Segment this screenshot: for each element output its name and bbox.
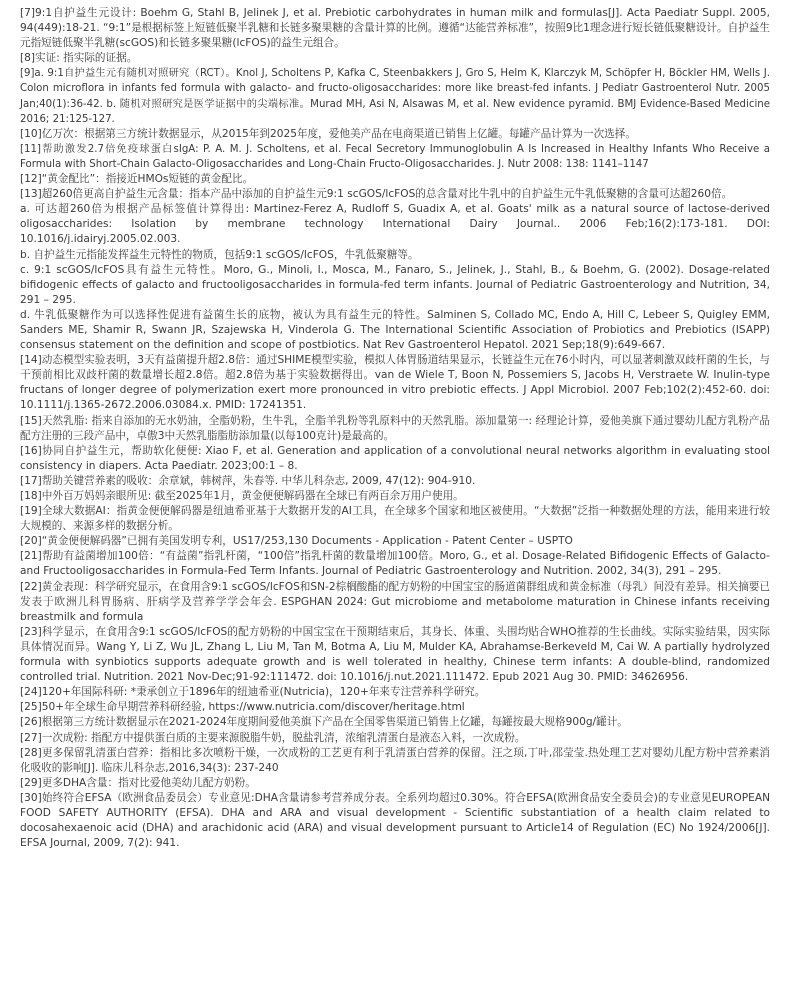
reference-18: [18]中外百万妈妈亲眼所见: 截至2025年1月，黄金便便解码器在全球已有两百余万用户使用。: [20, 490, 464, 502]
reference-9: [9]a. 9:1自护益生元有随机对照研究（RCT）。Knol J, Scholtens P, Kafka C, Steenbakkers J, Gro S, Helm K, Klarczyk M, Schöpfer H, Böckler HM, Wells J. Colon microflora in infants fed formula with galacto- and fructo-oligosaccharides: more like breast-fed infants. J Pediatr Gastroenterol Nutr. 2005 Jan;40(1):36-42. b. 随机对照研究是医学证据中的尖端标准。Murad MH, Asi N, Alsawas M, et al. New evidence pyramid. BMJ Evidence-Based Medicine 2016; 21:125-127.: [20, 68, 770, 125]
reference-11: [11]帮助激发2.7倍免疫球蛋白sIgA: P. A. M. J. Scholtens, et al. Fecal Secretory Immunoglobulin A Is Increased in Healthy Infants Who Receive a Formula with Short-Chain Galacto-Oligosaccharides and Long-Chain Fructo-Oligosaccharides. J. Nutr 2008: 138: 1141–1147: [20, 143, 770, 170]
reference-13: [13]超260倍更高自护益生元含量：指本产品中添加的自护益生元9:1 scGOS/lcFOS的总含量对比牛乳中的自护益生元牛乳低聚糖的含量可达超260倍。: [20, 188, 733, 201]
reference-13b: b. 自护益生元指能发挥益生元特性的物质，包括9:1 scGOS/lcFOS，牛乳低聚糖等。: [20, 248, 419, 261]
reference-7: [7]9:1自护益生元设计: Boehm G, Stahl B, Jelinek J, et al. Prebiotic carbohydrates in human milk and formulas[J]. Acta Paediatr Suppl. 2005, 94(449):18-21. “9:1”是根据标签上短链低聚半乳糖和长链多聚果糖的含量计算的比例。遵循“达能营养标准”，按照9比1理念进行短长链低聚糖设计。自护益生元指短链低聚半乳糖(scGOS)和长链多聚果糖(lcFOS)的益生元组合。: [20, 7, 770, 50]
reference-17: [17]帮助关键营养素的吸收：余章斌，韩树萍，朱春等. 中华儿科杂志, 2009, 47(12): 904-910.: [20, 474, 476, 487]
reference-26: [26]根据第三方统计数据显示在2021-2024年度期间爱他美旗下产品在全国零售渠道已销售上亿罐，每罐按最大规格900g/罐计。: [20, 716, 628, 729]
reference-13d: d. 牛乳低聚糖作为可以选择性促进有益菌生长的底物，被认为具有益生元的特性。Salminen S, Collado MC, Endo A, Hill C, Lebeer S, Quigley EMM, Sanders ME, Shamir R, Swann JR, Szajewska H, Vinderola G. The International Scientific Association of Probiotics and Prebiotics (ISAPP) consensus statement on the definition and scope of postbiotics. Nat Rev Gastroenterol Hepatol. 2021 Sep;18(9):649-667.: [20, 308, 770, 352]
reference-13a: a. 可达超260倍为根据产品标签值计算得出: Martinez-Ferez A, Rudloff S, Guadix A, et al. Goats' milk as a natural source of lactose-derived oligosaccharides: Isolation by membrane technology International Dairy Journal.. 2006 Feb;16(2):173-181. DOI: 10.1016/j.idairyj.2005.02.003.: [20, 203, 770, 246]
reference-30: [30]始终符合EFSA（欧洲食品委员会）专业意见:DHA含量请参考营养成分表。全系列均超过0.30%。符合EFSA(欧洲食品安全委员会)的专业意见EUROPEAN FOOD SAFETY AUTHORITY (EFSA). DHA and ARA and visual development - Scientific substantiation of a health claim related to docosahexaenoic acid (DHA) and arachidonic acid (ARA) and visual development pursuant to Article14 of Regulation (EC) No 1924/2006[J]. EFSA Journal, 2009, 7(2): 941.: [20, 791, 770, 850]
reference-24: [24]120+年国际科研: *秉承创立于1896年的纽迪希亚(Nutricia)，120+年来专注营养科学研究。: [20, 686, 486, 699]
reference-15: [15]天然乳脂: 指来自添加的无水奶油，全脂奶粉，生牛乳，全脂羊乳粉等乳原料中的天然乳脂。添加量第一: 经理论计算，爱他美旗下通过婴幼儿配方乳粉产品配方注册的三段产品中，卓傲3中天然乳脂脂肪添加量(以每100克计)是最高的。: [20, 414, 770, 442]
reference-25: [25]50+年全球生命早期营养科研经验, https://www.nutricia.com/discover/heritage.html: [20, 701, 465, 714]
reference-14: [14]动态模型实验表明，3天有益菌提升超2.8倍：通过SHIME模型实验，模拟人体胃肠道结果显示，长链益生元在76小时内，可以显著刺激双歧杆菌的生长，与干预前相比双歧杆菌的数量增长超2.8倍。超2.8倍为基于实验数据得出。van de Wiele T, Boon N, Possemiers S, Jacobs H, Verstraete W. Inulin-type fructans of longer degree of polymerization exert more pronounced in vitro prebiotic effects. J Appl Microbiol. 2007 Feb;102(2):452-60. doi: 10.1111/j.1365-2672.2006.03084.x. PMID: 17241351.: [20, 354, 770, 412]
references-document: [20, 6, 770, 851]
reference-27: [27]一次成粉: 指配方中提供蛋白质的主要来源脱脂牛奶，脱盐乳清，浓缩乳清蛋白是液态入料，一次成粉。: [20, 731, 526, 744]
reference-22: [22]黄金表现：科学研究显示，在食用含9:1 scGOS/lcFOS和SN-2棕榈酸酯的配方奶粉的中国宝宝的肠道菌群组成和黄金标准（母乳）间没有差异。相关摘要已发表于欧洲儿科胃肠病、肝病学及营养学学会年会. ESPGHAN 2024: Gut microbiome and metabolome maturation in Chinese infants receiving breastmilk and formula: [20, 580, 770, 623]
reference-21: [21]帮助有益菌增加100倍：“有益菌”指乳杆菌，“100倍”指乳杆菌的数量增加100倍。Moro, G., et al. Dosage-Related Bifidogenic Effects of Galacto- and Fructooligosaccharides in Formula-Fed Term Infants. Journal of Pediatric Gastroenterology and Nutrition. 2002, 34(3), 291 – 295.: [20, 550, 770, 578]
reference-19: [19]全球大数据AI：指黄金便便解码器是纽迪希亚基于大数据开发的AI工具，在全球多个国家和地区被使用。“大数据”泛指一种数据处理的方法，能用来进行较大规模的、来源多样的数据分析。: [20, 505, 770, 533]
reference-13c: c. 9:1 scGOS/lcFOS具有益生元特性。Moro, G., Minoli, I., Mosca, M., Fanaro, S., Jelinek, J., Stahl, B., & Boehm, G. (2002). Dosage-related bifidogenic effects of galacto and fructooligosaccharides in formula-fed term infants. Journal of Pediatric Gastroenterology and Nutrition, 34, 291 – 295.: [20, 263, 770, 306]
reference-23: [23]科学显示，在食用含9:1 scGOS/lcFOS的配方奶粉的中国宝宝在干预期结束后，其身长、体重、头围均贴合WHO推荐的生长曲线。实际实验结果，因实际具体情况而异。Wang Y, Li Z, Wu JL, Zhang L, Liu M, Tan M, Botma A, Liu M, Mulder KA, Abrahamse-Berkeveld M, Cai W. A partially hydrolyzed formula with synbiotics supports adequate growth and is well tolerated in healthy, Chinese term infants: A double-blind, randomized controlled trial. Nutrition. 2021 Nov-Dec;91-92:111472. doi: 10.1016/j.nut.2021.111472. Epub 2021 Aug 30. PMID: 34626956.: [20, 625, 770, 684]
reference-29: [29]更多DHA含量：指对比爱他美幼儿配方奶粉。: [20, 776, 256, 789]
reference-20: [20]“黄金便便解码器”已拥有美国发明专利，US17/253,130 Documents - Application - Patent Center – USPTO: [20, 535, 573, 548]
reference-16: [16]协同自护益生元，帮助软化便便: Xiao F, et al. Generation and application of a convolutional neural networks algorithm in evaluating stool consistency in diapers. Acta Paediatr. 2023;00:1 – 8.: [20, 444, 770, 472]
reference-12: [12]“黄金配比”：指接近HMOs短链的黄金配比。: [20, 173, 254, 186]
reference-10: [10]亿万次：根据第三方统计数据显示，从2015年到2025年度，爱他美产品在电商渠道已销售上亿罐。每罐产品计算为一次选择。: [20, 127, 636, 140]
reference-28: [28]更多保留乳清蛋白营养：指相比多次喷粉干燥，一次成粉的工艺更有利于乳清蛋白营养的保留。汪之顼,丁叶,邵莹莹.热处理工艺对婴幼儿配方粉中营养素消化吸收的影响[J]. 临床儿科杂志,2016,34(3): 237-240: [20, 746, 770, 774]
reference-8: [8]实证: 指实际的证据。: [20, 52, 138, 65]
